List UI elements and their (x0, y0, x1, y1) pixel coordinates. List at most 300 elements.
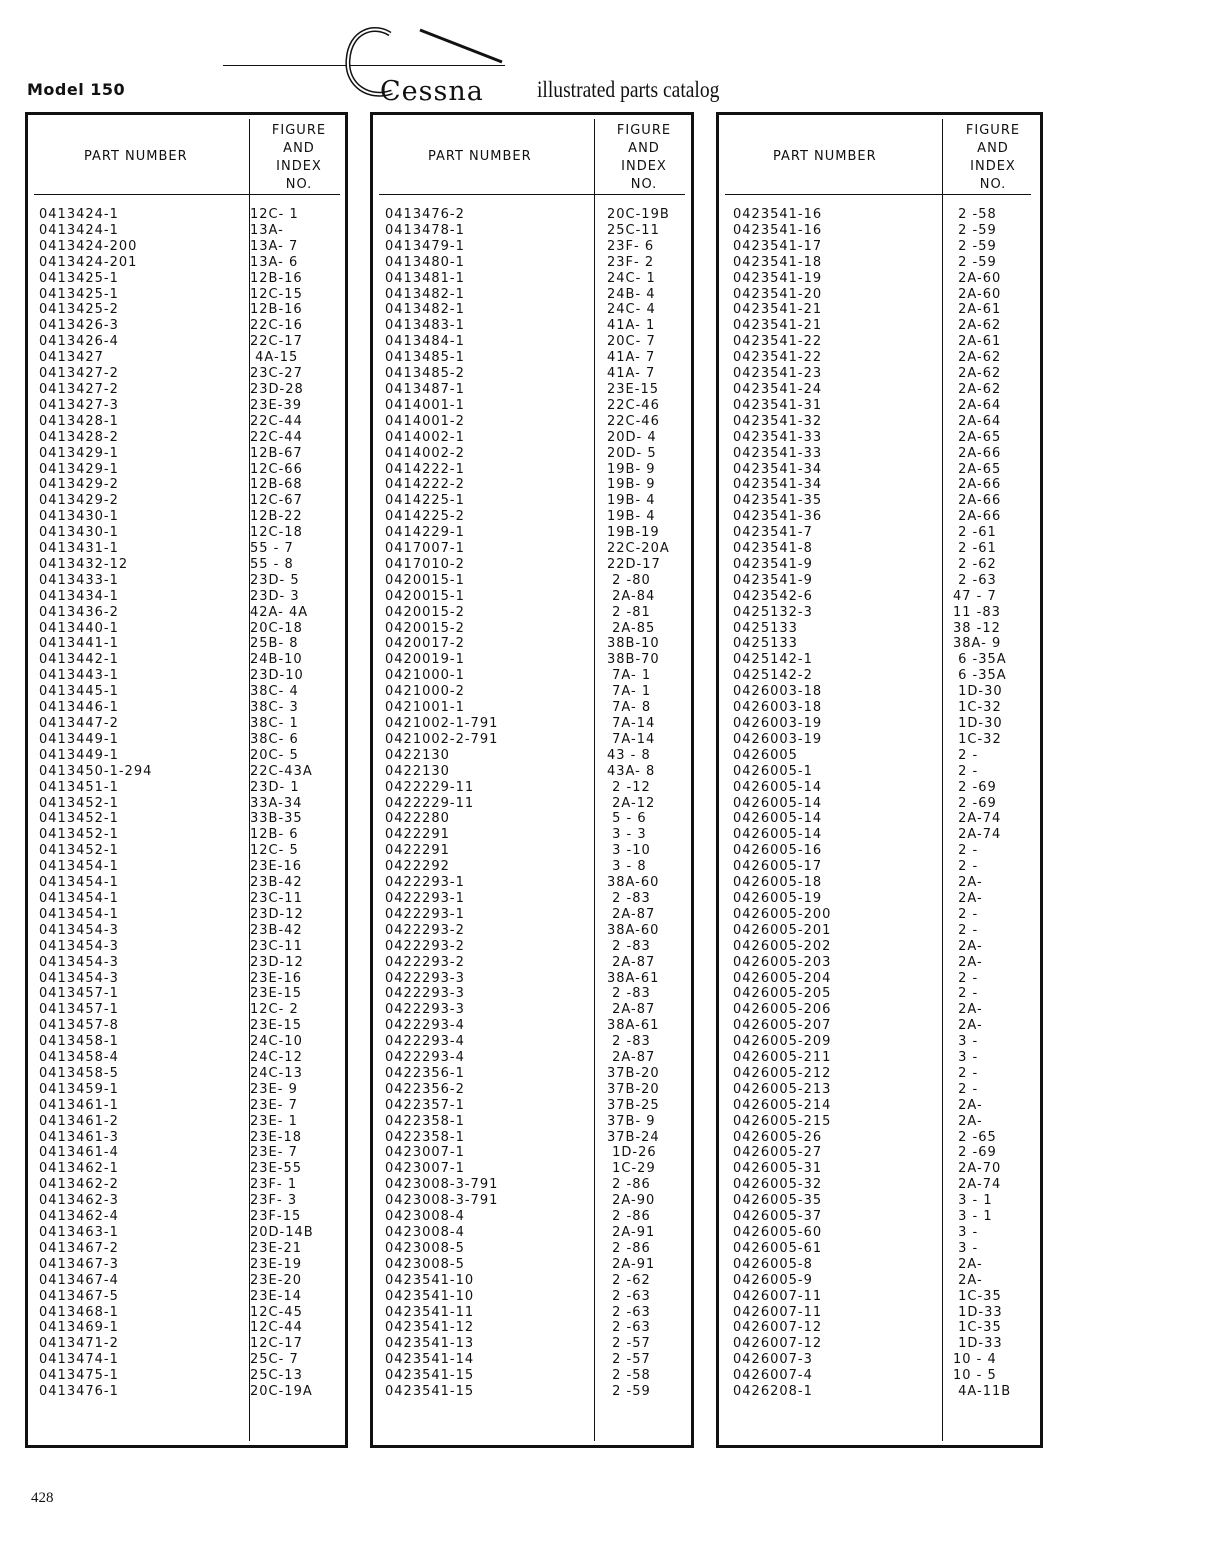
table-row (385, 573, 685, 589)
figure-index-cell: 19B- 9 (607, 477, 656, 493)
figure-index-cell: 1D-33 (953, 1304, 1003, 1320)
figure-index-cell: 55 - 8 (250, 556, 294, 572)
figure-index-cell: 2 - (953, 906, 979, 922)
figure-index-cell: 23D-12 (250, 954, 304, 970)
part-number-cell: 0413429-1 (39, 461, 119, 477)
part-number-cell: 0413481-1 (385, 270, 465, 286)
table-row (385, 1018, 685, 1034)
part-number-cell: 0413428-2 (39, 429, 119, 445)
table-row (733, 780, 1033, 796)
figure-index-cell: 12C- 2 (250, 1002, 299, 1018)
table-row (39, 891, 339, 907)
figure-index-cell: 23E- 7 (250, 1145, 298, 1161)
table-row (733, 557, 1033, 573)
part-number-cell: 0426005-37 (733, 1209, 823, 1225)
table-row (39, 700, 339, 716)
table-row (385, 1305, 685, 1321)
table-row (733, 302, 1033, 318)
table-row (385, 700, 685, 716)
part-number-cell: 0426005-212 (733, 1065, 832, 1081)
figure-index-cell: 2 -12 (607, 779, 651, 795)
part-number-cell: 0426005-14 (733, 811, 823, 827)
part-number-cell: 0413429-2 (39, 493, 119, 509)
figure-index-cell: 12C-15 (250, 286, 303, 302)
part-number-cell: 0413461-3 (39, 1129, 119, 1145)
figure-header-line: NO. (630, 177, 658, 192)
figure-index-cell: 41A- 7 (607, 350, 656, 366)
figure-index-cell: 1D-30 (953, 716, 1003, 731)
figure-index-cell: 47 - 7 (953, 588, 997, 604)
figure-index-cell: 1C-35 (953, 1320, 1002, 1336)
table-row (39, 239, 339, 255)
part-number-cell: 0426005-8 (733, 1256, 813, 1272)
table-row (733, 1225, 1033, 1241)
table-row (385, 462, 685, 478)
figure-index-cell: 12C-67 (250, 493, 303, 509)
table-row (733, 1002, 1033, 1018)
figure-index-cell: 2 -80 (607, 572, 651, 588)
parts-column-3 (716, 112, 1043, 1448)
figure-index-cell: 2 - (953, 1065, 979, 1081)
part-number-cell: 0413469-1 (39, 1320, 119, 1336)
figure-index-cell: 2 -83 (607, 1034, 651, 1050)
table-row (39, 271, 339, 287)
table-row (39, 1193, 339, 1209)
part-number-cell: 0426208-1 (733, 1384, 813, 1400)
table-row (39, 462, 339, 478)
part-number-cell: 0421002-1-791 (385, 716, 499, 731)
table-row (733, 493, 1033, 509)
table-row (385, 239, 685, 255)
figure-index-cell: 1C-32 (953, 731, 1002, 747)
header-rule (725, 194, 1031, 195)
figure-index-cell: 4A-15 (250, 350, 299, 366)
figure-index-cell: 12C- 5 (250, 843, 299, 859)
figure-index-cell: 2 - (953, 859, 979, 875)
table-row (733, 334, 1033, 350)
figure-header-line: FIGURE (965, 123, 1021, 138)
figure-index-cell: 37B-25 (607, 1097, 660, 1113)
part-number-cell: 0423541-20 (733, 286, 823, 302)
table-row (385, 636, 685, 652)
table-row (733, 1114, 1033, 1130)
table-row (385, 430, 685, 446)
figure-index-cell: 3 - (953, 1225, 979, 1240)
part-number-cell: 0413451-1 (39, 779, 119, 795)
figure-index-cell: 22C-46 (607, 397, 660, 413)
figure-index-cell: 2A-62 (953, 381, 1002, 397)
part-number-cell: 0413443-1 (39, 668, 119, 684)
figure-index-cell: 20C-19B (607, 207, 670, 222)
part-number-cell: 0423541-21 (733, 302, 823, 318)
table-row (733, 589, 1033, 605)
figure-index-cell: 23D-10 (250, 668, 304, 684)
figure-index-cell: 2A-66 (953, 493, 1002, 509)
part-number-cell: 0423541-33 (733, 429, 823, 445)
figure-index-cell: 23E- 1 (250, 1113, 298, 1129)
part-number-cell: 0426003-19 (733, 731, 823, 747)
part-number-cell: 0413452-1 (39, 843, 119, 859)
table-row (733, 366, 1033, 382)
figure-index-cell: 23F-15 (250, 1209, 302, 1225)
figure-index-cell: 2 -63 (607, 1304, 651, 1320)
part-number-cell: 0426005-60 (733, 1225, 823, 1240)
figure-index-cell: 12B-68 (250, 477, 303, 493)
part-number-cell: 0425133 (733, 636, 798, 652)
figure-index-cell: 20C- 7 (607, 334, 656, 350)
part-number-cell: 0426005-9 (733, 1272, 813, 1288)
figure-index-cell: 24C- 4 (607, 302, 656, 318)
table-row (385, 732, 685, 748)
part-number-cell: 0417007-1 (385, 541, 465, 557)
part-number-cell: 0421001-1 (385, 700, 465, 716)
table-row (39, 1050, 339, 1066)
figure-index-cell: 33B-35 (250, 811, 303, 827)
figure-index-cell: 2 -86 (607, 1240, 651, 1256)
header-rule (379, 194, 685, 195)
part-number-cell: 0426005-14 (733, 827, 823, 843)
part-number-cell: 0422229-11 (385, 779, 475, 795)
figure-index-cell: 2 -63 (607, 1288, 651, 1304)
part-number-cell: 0413427-3 (39, 397, 119, 413)
part-number-cell: 0426005-61 (733, 1240, 823, 1256)
part-number-cell: 0423542-6 (733, 588, 813, 604)
part-number-cell: 0422293-3 (385, 986, 465, 1002)
figure-index-cell: 1D-30 (953, 684, 1003, 700)
table-row (39, 1209, 339, 1225)
part-number-cell: 0413454-1 (39, 859, 119, 875)
table-row (733, 684, 1033, 700)
table-row (385, 1066, 685, 1082)
figure-index-cell: 55 - 7 (250, 541, 294, 557)
table-row (385, 684, 685, 700)
table-row (385, 907, 685, 923)
figure-index-cell: 23D- 1 (250, 779, 300, 795)
part-number-cell: 0413426-4 (39, 334, 119, 350)
table-row (733, 1161, 1033, 1177)
figure-index-cell: 3 - 1 (953, 1209, 993, 1225)
figure-index-cell: 2A-87 (607, 1002, 656, 1018)
part-number-cell: 0413449-1 (39, 747, 119, 763)
table-row (39, 1066, 339, 1082)
table-row (733, 1320, 1033, 1336)
figure-index-cell: 38C- 4 (250, 684, 299, 700)
figure-index-cell: 23F- 1 (250, 1177, 298, 1193)
table-row (733, 796, 1033, 812)
table-row (385, 1002, 685, 1018)
table-row (385, 414, 685, 430)
figure-index-cell: 23E- 9 (250, 1081, 298, 1097)
part-number-cell: 0413424-1 (39, 207, 119, 222)
table-row (39, 1114, 339, 1130)
part-number-cell: 0426005-31 (733, 1161, 823, 1177)
table-row (733, 477, 1033, 493)
table-row (39, 1305, 339, 1321)
figure-index-cell: 20D-14B (250, 1225, 314, 1240)
figure-index-cell: 38A- 9 (953, 636, 1002, 652)
part-number-cell: 0413429-2 (39, 477, 119, 493)
part-number-cell: 0426005-215 (733, 1113, 832, 1129)
figure-index-cell: 38C- 1 (250, 716, 299, 731)
part-number-cell: 0423541-32 (733, 413, 823, 429)
figure-index-cell: 2A-62 (953, 366, 1002, 382)
part-number-cell: 0413433-1 (39, 572, 119, 588)
table-row (385, 223, 685, 239)
part-number-cell: 0423007-1 (385, 1145, 465, 1161)
figure-index-cell: 20D- 5 (607, 445, 657, 461)
figure-index-cell: 3 - 3 (607, 827, 647, 843)
table-row (385, 1273, 685, 1289)
figure-index-cell: 42A- 4A (250, 604, 309, 620)
figure-index-cell: 22C-17 (250, 334, 303, 350)
figure-index-cell: 2 -58 (953, 207, 997, 222)
figure-index-cell: 2 -63 (953, 572, 997, 588)
figure-index-cell: 11 -83 (953, 604, 1001, 620)
part-number-cell: 0413487-1 (385, 381, 465, 397)
part-number-cell: 0422130 (385, 747, 450, 763)
table-row (39, 223, 339, 239)
figure-index-cell: 23E-20 (250, 1272, 302, 1288)
part-number-cell: 0426005-201 (733, 922, 832, 938)
table-row (733, 955, 1033, 971)
figure-index-cell: 23D-28 (250, 381, 304, 397)
table-row (39, 207, 339, 223)
part-number-cell: 0417010-2 (385, 556, 465, 572)
table-row (733, 350, 1033, 366)
figure-index-cell: 2A-91 (607, 1225, 656, 1240)
part-number-cell: 0413458-4 (39, 1050, 119, 1066)
table-row (385, 1098, 685, 1114)
figure-index-cell: 37B-24 (607, 1129, 660, 1145)
part-number-cell: 0422293-2 (385, 922, 465, 938)
figure-index-cell: 2 -59 (953, 238, 997, 254)
table-row (39, 1289, 339, 1305)
table-row (39, 255, 339, 271)
part-number-cell: 0413454-1 (39, 906, 119, 922)
table-row (385, 493, 685, 509)
figure-index-cell: 22C-44 (250, 413, 303, 429)
figure-index-cell: 2A- (953, 1272, 983, 1288)
part-number-cell: 0421000-2 (385, 684, 465, 700)
part-number-cell: 0413454-3 (39, 922, 119, 938)
figure-index-cell: 38B-10 (607, 636, 660, 652)
figure-index-cell: 41A- 7 (607, 366, 656, 382)
part-number-cell: 0426007-4 (733, 1368, 813, 1384)
table-row (733, 636, 1033, 652)
part-number-cell: 0413430-1 (39, 525, 119, 541)
part-number-cell: 0426003-19 (733, 716, 823, 731)
part-number-cell: 0425133 (733, 620, 798, 636)
part-number-cell: 0425132-3 (733, 604, 813, 620)
parts-rows-2 (385, 207, 685, 1400)
part-number-cell: 0423008-5 (385, 1256, 465, 1272)
part-number-cell: 0423541-9 (733, 572, 813, 588)
figure-index-cell: 23E-15 (250, 986, 302, 1002)
figure-index-cell: 19B- 4 (607, 493, 656, 509)
figure-index-cell: 12C-17 (250, 1336, 303, 1352)
figure-index-cell: 20C-18 (250, 620, 303, 636)
part-number-cell: 0426005-211 (733, 1050, 832, 1066)
figure-index-cell: 23E-19 (250, 1256, 302, 1272)
table-row (39, 716, 339, 732)
part-number-cell: 0420019-1 (385, 652, 465, 668)
part-number-cell: 0426005-200 (733, 906, 832, 922)
table-row (385, 509, 685, 525)
table-row (733, 811, 1033, 827)
table-row (39, 1336, 339, 1352)
part-number-cell: 0420015-2 (385, 604, 465, 620)
figure-index-cell: 23B-42 (250, 875, 303, 891)
table-row (39, 732, 339, 748)
figure-index-cell: 2 -63 (607, 1320, 651, 1336)
figure-index-cell: 37B-20 (607, 1065, 660, 1081)
figure-index-cell: 2 -59 (607, 1384, 651, 1400)
part-number-cell: 0422357-1 (385, 1097, 465, 1113)
table-row (39, 875, 339, 891)
figure-index-cell: 22C-44 (250, 429, 303, 445)
figure-index-cell: 41A- 1 (607, 318, 656, 334)
part-number-cell: 0426005-204 (733, 970, 832, 986)
figure-index-cell: 2 -62 (953, 556, 997, 572)
table-row (385, 350, 685, 366)
table-row (733, 573, 1033, 589)
part-number-cell: 0414222-1 (385, 461, 465, 477)
figure-index-cell: 12C-45 (250, 1304, 303, 1320)
figure-index-cell: 23E-55 (250, 1161, 302, 1177)
part-number-cell: 0413482-1 (385, 302, 465, 318)
figure-index-cell: 12B-67 (250, 445, 303, 461)
part-number-cell: 0423541-15 (385, 1384, 475, 1400)
part-number-cell: 0422291 (385, 827, 450, 843)
table-row (733, 525, 1033, 541)
table-row (733, 605, 1033, 621)
table-row (733, 859, 1033, 875)
table-row (385, 1289, 685, 1305)
table-row (385, 366, 685, 382)
part-number-cell: 0413427 (39, 350, 104, 366)
part-number-cell: 0422229-11 (385, 795, 475, 811)
figure-header-line: NO. (979, 177, 1007, 192)
part-number-cell: 0423541-21 (733, 318, 823, 334)
table-row (39, 811, 339, 827)
table-row (39, 652, 339, 668)
part-number-cell: 0423541-11 (385, 1304, 475, 1320)
part-number-cell: 0423008-3-791 (385, 1193, 499, 1209)
figure-index-cell: 20C-19A (250, 1384, 313, 1400)
part-number-cell: 0413462-4 (39, 1209, 119, 1225)
figure-index-cell: 2A-74 (953, 1177, 1002, 1193)
figure-index-cell: 2A-66 (953, 445, 1002, 461)
table-row (385, 1257, 685, 1273)
part-number-cell: 0413480-1 (385, 254, 465, 270)
figure-index-cell: 2A-66 (953, 477, 1002, 493)
figure-index-cell: 2A-90 (607, 1193, 656, 1209)
table-row (385, 605, 685, 621)
table-row (39, 398, 339, 414)
table-row (39, 525, 339, 541)
table-row (39, 541, 339, 557)
part-number-header: PART NUMBER (773, 149, 877, 164)
table-row (733, 875, 1033, 891)
figure-index-cell: 2A- (953, 1002, 983, 1018)
figure-index-cell: 22C-46 (607, 413, 660, 429)
table-row (39, 971, 339, 987)
figure-index-cell: 2 - (953, 843, 979, 859)
part-number-cell: 0422356-1 (385, 1065, 465, 1081)
table-row (733, 1241, 1033, 1257)
table-row (39, 1320, 339, 1336)
part-number-cell: 0413474-1 (39, 1352, 119, 1368)
figure-index-cell: 37B- 9 (607, 1113, 656, 1129)
part-number-cell: 0426005-17 (733, 859, 823, 875)
table-row (39, 684, 339, 700)
part-number-cell: 0413458-5 (39, 1065, 119, 1081)
figure-index-cell: 38 -12 (953, 620, 1001, 636)
figure-index-cell: 6 -35A (953, 652, 1007, 668)
table-row (385, 891, 685, 907)
part-number-cell: 0413427-2 (39, 366, 119, 382)
table-row (385, 1209, 685, 1225)
table-row (39, 382, 339, 398)
table-row (39, 1002, 339, 1018)
part-number-header: PART NUMBER (84, 149, 188, 164)
figure-index-cell: 24C-12 (250, 1050, 303, 1066)
part-number-cell: 0426005-207 (733, 1018, 832, 1034)
figure-index-cell: 2 -83 (607, 890, 651, 906)
part-number-cell: 0423541-36 (733, 509, 823, 525)
table-row (39, 621, 339, 637)
table-row (39, 1352, 339, 1368)
table-row (733, 700, 1033, 716)
table-row (733, 1289, 1033, 1305)
figure-index-cell: 20C- 5 (250, 747, 299, 763)
table-row (733, 446, 1033, 462)
cessna-wordmark: Cessna (380, 76, 484, 107)
figure-index-cell: 1D-33 (953, 1336, 1003, 1352)
part-number-cell: 0413430-1 (39, 509, 119, 525)
table-row (385, 971, 685, 987)
part-number-cell: 0413436-2 (39, 604, 119, 620)
part-number-cell: 0413434-1 (39, 588, 119, 604)
table-row (385, 1145, 685, 1161)
table-row (39, 764, 339, 780)
part-number-cell: 0413440-1 (39, 620, 119, 636)
table-row (39, 1257, 339, 1273)
part-number-cell: 0422293-1 (385, 906, 465, 922)
table-row (733, 414, 1033, 430)
part-number-cell: 0413478-1 (385, 222, 465, 238)
part-number-cell: 0423008-3-791 (385, 1177, 499, 1193)
part-number-cell: 0426005-202 (733, 938, 832, 954)
part-number-cell: 0414225-2 (385, 509, 465, 525)
table-row (733, 1368, 1033, 1384)
figure-header-line: FIGURE (616, 123, 672, 138)
figure-index-cell: 2 -83 (607, 986, 651, 1002)
part-number-cell: 0423008-4 (385, 1225, 465, 1240)
part-number-cell: 0423541-12 (385, 1320, 475, 1336)
table-row (385, 589, 685, 605)
figure-index-cell: 7A- 1 (607, 684, 652, 700)
table-row (385, 1241, 685, 1257)
figure-index-cell: 23E-14 (250, 1288, 302, 1304)
figure-index-cell: 3 - 8 (607, 859, 647, 875)
part-number-cell: 0413483-1 (385, 318, 465, 334)
figure-index-cell: 2A-65 (953, 429, 1002, 445)
part-number-cell: 0423541-22 (733, 350, 823, 366)
figure-index-cell: 2A-12 (607, 795, 656, 811)
figure-index-cell: 2 -83 (607, 938, 651, 954)
figure-header-line: AND (283, 141, 315, 156)
